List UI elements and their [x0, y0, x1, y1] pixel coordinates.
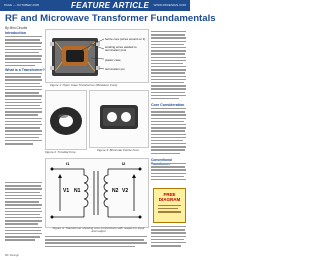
label-n1: N1 — [74, 188, 81, 194]
figure-2-caption: Figure 2: Toroidal Core — [45, 150, 76, 154]
label-n2: N2 — [112, 188, 119, 194]
footer-text: RF Design — [5, 253, 20, 257]
sticker-text-lines — [158, 205, 181, 215]
label-v1: V1 — [63, 188, 70, 194]
figure-4-caption: Figure 4: Transformer showing core connections with respect to input and output — [52, 226, 145, 234]
left-column-lower-text — [5, 182, 42, 243]
annotation-winding-wires: winding wires welded to termination pins — [105, 45, 137, 53]
free-diagram-sticker[interactable] — [153, 188, 186, 223]
figure-3-caption: Figure 3: Binocular Ferrite Core — [97, 148, 140, 152]
toroidal-core-image — [46, 91, 86, 149]
conventional-transformer-text — [151, 163, 186, 182]
figure-3-binocular-core — [89, 90, 149, 148]
section-heading-conventional-transformer: Conventional — [151, 158, 172, 162]
right-column-upper-text — [151, 31, 186, 101]
what-is-text-block — [5, 73, 42, 146]
core-consideration-text — [151, 108, 186, 156]
label-i2: I2 — [122, 161, 126, 166]
annotation-termination-pin: termination pin — [105, 67, 125, 71]
header-issue-date: PAGE — OCTOBER 2005 — [4, 3, 40, 7]
label-v2: V2 — [122, 188, 129, 194]
figure-1-open-case-transformer — [45, 29, 149, 83]
sticker-title: FREE DIAGRAM — [158, 192, 181, 202]
figure-4-transformer-schematic — [45, 158, 149, 228]
intro-text-block — [5, 36, 42, 68]
article-title: RF and Microwave Transformer Fundamentals — [5, 13, 216, 24]
annotation-ferrite-core: ferrite core (wires wound on it) — [105, 37, 146, 41]
annotation-plastic-case: plastic case — [105, 58, 121, 62]
binocular-core-image — [90, 91, 148, 147]
right-column-lower-text — [151, 226, 186, 248]
transformer-schematic-diagram — [46, 159, 148, 227]
header-website[interactable]: WWW.RFDESIGN.COM — [153, 3, 186, 7]
middle-column-lower-text — [45, 236, 147, 249]
section-heading-core-consideration: Core Consideration — [151, 103, 185, 107]
section-heading-what-is-a-transformer: What is a Transformer? — [5, 68, 45, 72]
label-i1: I1 — [66, 161, 70, 166]
section-heading-introduction: Introduction — [5, 31, 26, 35]
figure-2-toroidal-core — [45, 90, 87, 150]
header-section-label: FEATURE ARTICLE — [71, 1, 150, 10]
article-byline: By Mini-Circuits — [5, 26, 28, 30]
figure-1-caption: Figure 1: Open Case Transformer (Miniature Core) — [50, 83, 118, 87]
